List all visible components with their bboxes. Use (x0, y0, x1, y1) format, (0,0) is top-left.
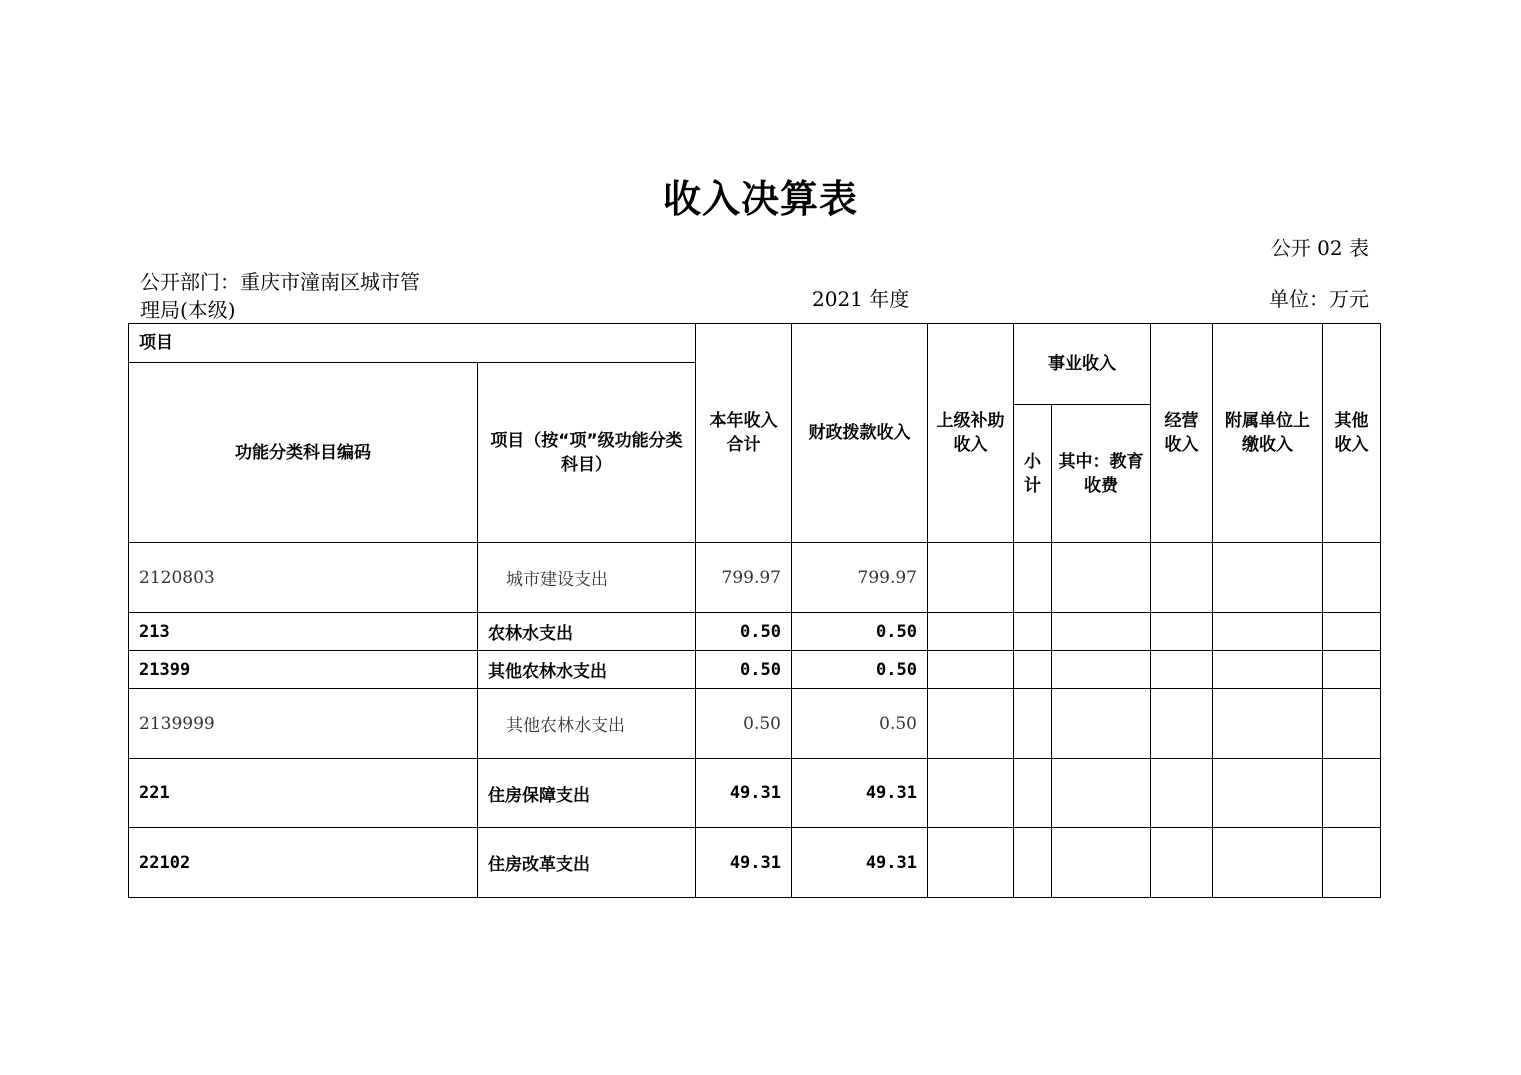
page-title: 收入决算表 (662, 177, 858, 221)
empty-cell (1151, 759, 1213, 828)
header-other: 其他收入 (1323, 324, 1381, 543)
empty-cell (1052, 651, 1151, 689)
header-edu-fee: 其中：教育收费 (1052, 405, 1151, 543)
empty-cell (1323, 651, 1381, 689)
table-row (129, 689, 1381, 759)
empty-cell (1151, 543, 1213, 613)
row-fiscal: 49.31 (792, 759, 928, 828)
empty-cell (1052, 759, 1151, 828)
header-fiscal: 财政拨款收入 (792, 324, 928, 543)
table-row (129, 828, 1381, 898)
row-code: 22102 (129, 828, 478, 898)
row-total: 799.97 (696, 543, 792, 613)
empty-cell (1052, 613, 1151, 651)
empty-cell (1213, 689, 1323, 759)
row-code: 2120803 (129, 543, 478, 613)
empty-cell (928, 651, 1014, 689)
row-fiscal: 49.31 (792, 828, 928, 898)
empty-cell (1014, 543, 1052, 613)
empty-cell (1151, 651, 1213, 689)
empty-cell (1323, 689, 1381, 759)
row-fiscal: 799.97 (792, 543, 928, 613)
empty-cell (1323, 759, 1381, 828)
empty-cell (1014, 689, 1052, 759)
row-code: 21399 (129, 651, 478, 689)
fiscal-year: 2021 年度 (812, 287, 910, 311)
empty-cell (1213, 543, 1323, 613)
empty-cell (1052, 689, 1151, 759)
row-code: 221 (129, 759, 478, 828)
header-affiliated: 附属单位上缴收入 (1213, 324, 1323, 543)
row-name: 住房改革支出 (478, 828, 696, 898)
empty-cell (928, 828, 1014, 898)
empty-cell (1014, 651, 1052, 689)
empty-cell (928, 759, 1014, 828)
empty-cell (1213, 613, 1323, 651)
form-number: 公开 02 表 (1270, 236, 1369, 260)
empty-cell (1014, 828, 1052, 898)
header-name: 项目（按“项”级功能分类科目） (478, 363, 696, 543)
empty-cell (928, 543, 1014, 613)
header-project: 项目 (129, 324, 696, 363)
table-row (129, 759, 1381, 828)
row-name: 农林水支出 (478, 613, 696, 651)
empty-cell (1213, 828, 1323, 898)
row-total: 0.50 (696, 613, 792, 651)
row-total: 49.31 (696, 759, 792, 828)
row-name: 城市建设支出 (478, 543, 696, 613)
header-subtotal: 小计 (1014, 405, 1052, 543)
row-total: 0.50 (696, 651, 792, 689)
row-fiscal: 0.50 (792, 613, 928, 651)
empty-cell (1323, 543, 1381, 613)
row-total: 0.50 (696, 689, 792, 759)
row-code: 213 (129, 613, 478, 651)
header-business: 事业收入 (1014, 324, 1151, 405)
empty-cell (1014, 759, 1052, 828)
empty-cell (1323, 613, 1381, 651)
empty-cell (1323, 828, 1381, 898)
row-code: 2139999 (129, 689, 478, 759)
table-row (129, 613, 1381, 651)
empty-cell (1151, 613, 1213, 651)
header-total: 本年收入合计 (696, 324, 792, 543)
row-fiscal: 0.50 (792, 689, 928, 759)
header-operating: 经营收入 (1151, 324, 1213, 543)
row-fiscal: 0.50 (792, 651, 928, 689)
empty-cell (1213, 759, 1323, 828)
empty-cell (1151, 689, 1213, 759)
table-row (129, 543, 1381, 613)
department-label: 公开部门：重庆市潼南区城市管理局(本级) (140, 270, 420, 322)
row-total: 49.31 (696, 828, 792, 898)
empty-cell (928, 689, 1014, 759)
row-name: 其他农林水支出 (478, 651, 696, 689)
empty-cell (1014, 613, 1052, 651)
empty-cell (1052, 543, 1151, 613)
income-table (128, 323, 1381, 898)
table-row (129, 651, 1381, 689)
empty-cell (1052, 828, 1151, 898)
empty-cell (1213, 651, 1323, 689)
row-name: 其他农林水支出 (478, 689, 696, 759)
header-code: 功能分类科目编码 (129, 363, 478, 543)
empty-cell (1151, 828, 1213, 898)
unit-label: 单位：万元 (1269, 287, 1369, 311)
empty-cell (928, 613, 1014, 651)
header-superior: 上级补助收入 (928, 324, 1014, 543)
row-name: 住房保障支出 (478, 759, 696, 828)
